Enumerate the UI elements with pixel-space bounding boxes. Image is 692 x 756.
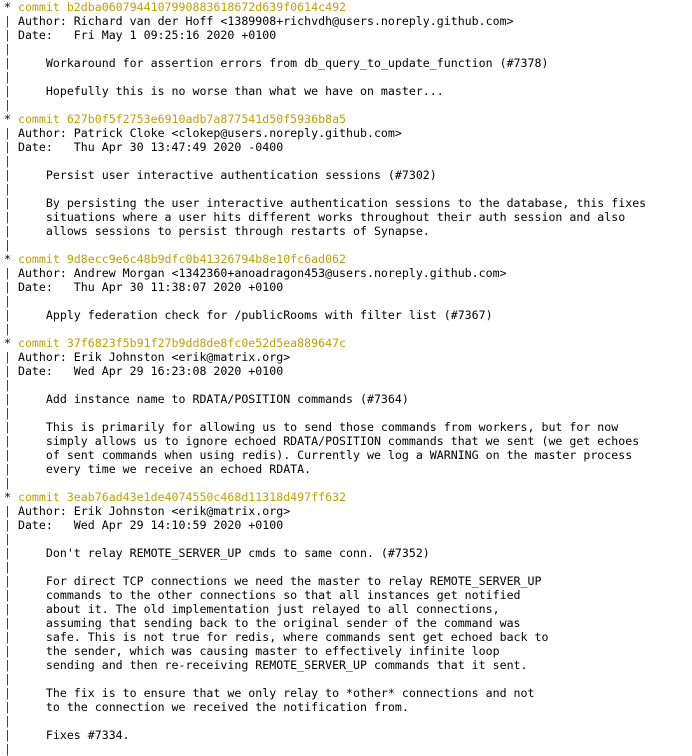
message-text: Workaround for assertion errors from db_query_to_update_function (#7378): [10, 56, 549, 70]
message-line: [4, 168, 692, 182]
graph-bar-icon: |: [4, 742, 11, 756]
graph-spacer-line: [4, 322, 692, 336]
graph-bar-icon: |: [4, 28, 11, 42]
message-line: [4, 84, 692, 98]
graph-bar-icon: |: [4, 420, 11, 434]
graph-spacer-line: [4, 42, 692, 56]
message-line: [4, 434, 692, 448]
graph-bar-icon: |: [4, 686, 11, 700]
graph-bar-icon: |: [4, 588, 11, 602]
date-line: [4, 364, 692, 378]
graph-bar-icon: |: [4, 14, 11, 28]
author-line: [4, 504, 692, 518]
author-line: [4, 126, 692, 140]
graph-bar-icon: |: [4, 322, 11, 336]
graph-bar-icon: |: [4, 644, 11, 658]
graph-bar-icon: |: [4, 294, 11, 308]
message-text: Fixes #7334.: [10, 728, 130, 742]
graph-bar-icon: |: [4, 476, 11, 490]
message-line: [4, 420, 692, 434]
graph-spacer-line: [4, 70, 692, 84]
message-text: Hopefully this is no worse than what we have on master...: [10, 84, 444, 98]
graph-spacer-line: [4, 714, 692, 728]
graph-spacer-line: [4, 294, 692, 308]
message-line: [4, 448, 692, 462]
author-text: Author: Patrick Cloke <clokep@users.noreply.github.com>: [10, 126, 402, 140]
commit-marker-icon: *: [4, 0, 11, 14]
commit-marker-icon: *: [4, 336, 11, 350]
graph-bar-icon: |: [4, 700, 11, 714]
message-text: The fix is to ensure that we only relay to *other* connections and not: [10, 686, 535, 700]
graph-bar-icon: |: [4, 616, 11, 630]
graph-spacer-line: [4, 406, 692, 420]
graph-bar-icon: |: [4, 42, 11, 56]
graph-bar-icon: |: [4, 364, 11, 378]
commit-line: [4, 252, 692, 266]
graph-bar-icon: |: [4, 378, 11, 392]
message-line: [4, 546, 692, 560]
commit-marker-icon: *: [4, 112, 11, 126]
graph-bar-icon: |: [4, 182, 11, 196]
message-text: situations where a user hits different works throughout their auth session and also: [10, 210, 626, 224]
message-text: This is primarily for allowing us to send those commands from workers, but for now: [10, 420, 619, 434]
author-text: Author: Andrew Morgan <1342360+anoadragon453@users.noreply.github.com>: [10, 266, 507, 280]
author-line: [4, 14, 692, 28]
message-text: Don't relay REMOTE_SERVER_UP cmds to same conn. (#7352): [10, 546, 430, 560]
graph-spacer-line: [4, 742, 692, 756]
graph-spacer-line: [4, 672, 692, 686]
graph-bar-icon: |: [4, 154, 11, 168]
commit-hash: commit 3eab76ad43e1de4074550c468d11318d497ff632: [10, 490, 347, 504]
message-line: [4, 392, 692, 406]
graph-bar-icon: |: [4, 308, 11, 322]
message-text: assuming that sending back to the original sender of the command was: [10, 616, 521, 630]
date-line: [4, 280, 692, 294]
message-text: every time we receive an echoed RDATA.: [10, 462, 312, 476]
graph-spacer-line: [4, 154, 692, 168]
graph-bar-icon: |: [4, 448, 11, 462]
message-line: [4, 630, 692, 644]
message-line: [4, 574, 692, 588]
graph-bar-icon: |: [4, 532, 11, 546]
message-line: [4, 308, 692, 322]
graph-bar-icon: |: [4, 280, 11, 294]
graph-bar-icon: |: [4, 56, 11, 70]
graph-bar-icon: |: [4, 630, 11, 644]
graph-bar-icon: |: [4, 168, 11, 182]
graph-bar-icon: |: [4, 84, 11, 98]
graph-bar-icon: |: [4, 462, 11, 476]
graph-bar-icon: |: [4, 350, 11, 364]
commit-hash: commit b2dba0607944107990883618672d639f0614c492: [10, 0, 347, 14]
graph-bar-icon: |: [4, 714, 11, 728]
graph-bar-icon: |: [4, 406, 11, 420]
message-text: about it. The old implementation just relayed to all connections,: [10, 602, 500, 616]
message-text: Apply federation check for /publicRooms with filter list (#7367): [10, 308, 493, 322]
graph-bar-icon: |: [4, 434, 11, 448]
date-line: [4, 140, 692, 154]
graph-spacer-line: [4, 238, 692, 252]
message-text: simply allows us to ignore echoed RDATA/POSITION commands that we sent (we get echoes: [10, 434, 640, 448]
graph-bar-icon: |: [4, 140, 11, 154]
message-text: to the connection we received the notification from.: [10, 700, 409, 714]
message-text: Add instance name to RDATA/POSITION commands (#7364): [10, 392, 409, 406]
message-text: the sender, which was causing master to effectively infinite loop: [10, 644, 500, 658]
message-line: [4, 588, 692, 602]
graph-bar-icon: |: [4, 560, 11, 574]
message-text: safe. This is not true for redis, where commands sent get echoed back to: [10, 630, 549, 644]
graph-spacer-line: [4, 532, 692, 546]
message-line: [4, 210, 692, 224]
commit-hash: commit 37f6823f5b91f27b9dd8de8fc0e52d5ea889647c: [10, 336, 347, 350]
message-text: commands to the other connections so that all instances get notified: [10, 588, 521, 602]
message-text: allows sessions to persist through restarts of Synapse.: [10, 224, 430, 238]
commit-hash: commit 9d8ecc9e6c48b9dfc0b41326794b8e10fc6ad062: [10, 252, 347, 266]
message-text: By persisting the user interactive authentication sessions to the database, this fixes: [10, 196, 647, 210]
author-line: [4, 350, 692, 364]
author-text: Author: Erik Johnston <erik@matrix.org>: [10, 504, 291, 518]
date-text: Date: Wed Apr 29 14:10:59 2020 +0100: [10, 518, 284, 532]
graph-bar-icon: |: [4, 574, 11, 588]
message-line: [4, 644, 692, 658]
graph-bar-icon: |: [4, 70, 11, 84]
graph-bar-icon: |: [4, 266, 11, 280]
message-text: Persist user interactive authentication sessions (#7302): [10, 168, 437, 182]
date-line: [4, 518, 692, 532]
graph-bar-icon: |: [4, 238, 11, 252]
graph-bar-icon: |: [4, 546, 11, 560]
graph-bar-icon: |: [4, 210, 11, 224]
commit-line: [4, 0, 692, 14]
message-text: For direct TCP connections we need the master to relay REMOTE_SERVER_UP: [10, 574, 542, 588]
graph-spacer-line: [4, 98, 692, 112]
date-text: Date: Thu Apr 30 13:47:49 2020 -0400: [10, 140, 284, 154]
commit-line: [4, 336, 692, 350]
message-line: [4, 700, 692, 714]
message-line: [4, 56, 692, 70]
graph-bar-icon: |: [4, 98, 11, 112]
graph-bar-icon: |: [4, 672, 11, 686]
graph-spacer-line: [4, 560, 692, 574]
graph-bar-icon: |: [4, 518, 11, 532]
message-text: of sent commands when using redis). Currently we log a WARNING on the master process: [10, 448, 633, 462]
graph-bar-icon: |: [4, 196, 11, 210]
commit-marker-icon: *: [4, 490, 11, 504]
author-text: Author: Richard van der Hoff <1389908+richvdh@users.noreply.github.com>: [10, 14, 514, 28]
date-text: Date: Fri May 1 09:25:16 2020 +0100: [10, 28, 277, 42]
graph-spacer-line: [4, 182, 692, 196]
message-line: [4, 616, 692, 630]
message-line: [4, 686, 692, 700]
commit-line: [4, 490, 692, 504]
graph-spacer-line: [4, 476, 692, 490]
graph-bar-icon: |: [4, 126, 11, 140]
graph-bar-icon: |: [4, 224, 11, 238]
graph-bar-icon: |: [4, 392, 11, 406]
author-line: [4, 266, 692, 280]
message-line: [4, 658, 692, 672]
message-line: [4, 728, 692, 742]
message-text: sending and then re-receiving REMOTE_SERVER_UP commands that it sent.: [10, 658, 528, 672]
graph-bar-icon: |: [4, 602, 11, 616]
message-line: [4, 224, 692, 238]
graph-spacer-line: [4, 378, 692, 392]
date-text: Date: Wed Apr 29 16:23:08 2020 +0100: [10, 364, 284, 378]
message-line: [4, 462, 692, 476]
date-line: [4, 28, 692, 42]
message-line: [4, 602, 692, 616]
graph-bar-icon: |: [4, 658, 11, 672]
author-text: Author: Erik Johnston <erik@matrix.org>: [10, 350, 291, 364]
graph-bar-icon: |: [4, 728, 11, 742]
commit-line: [4, 112, 692, 126]
date-text: Date: Thu Apr 30 11:38:07 2020 +0100: [10, 280, 284, 294]
commit-marker-icon: *: [4, 252, 11, 266]
commit-hash: commit 627b0f5f2753e6910adb7a877541d50f5936b8a5: [10, 112, 347, 126]
message-line: [4, 196, 692, 210]
graph-bar-icon: |: [4, 504, 11, 518]
